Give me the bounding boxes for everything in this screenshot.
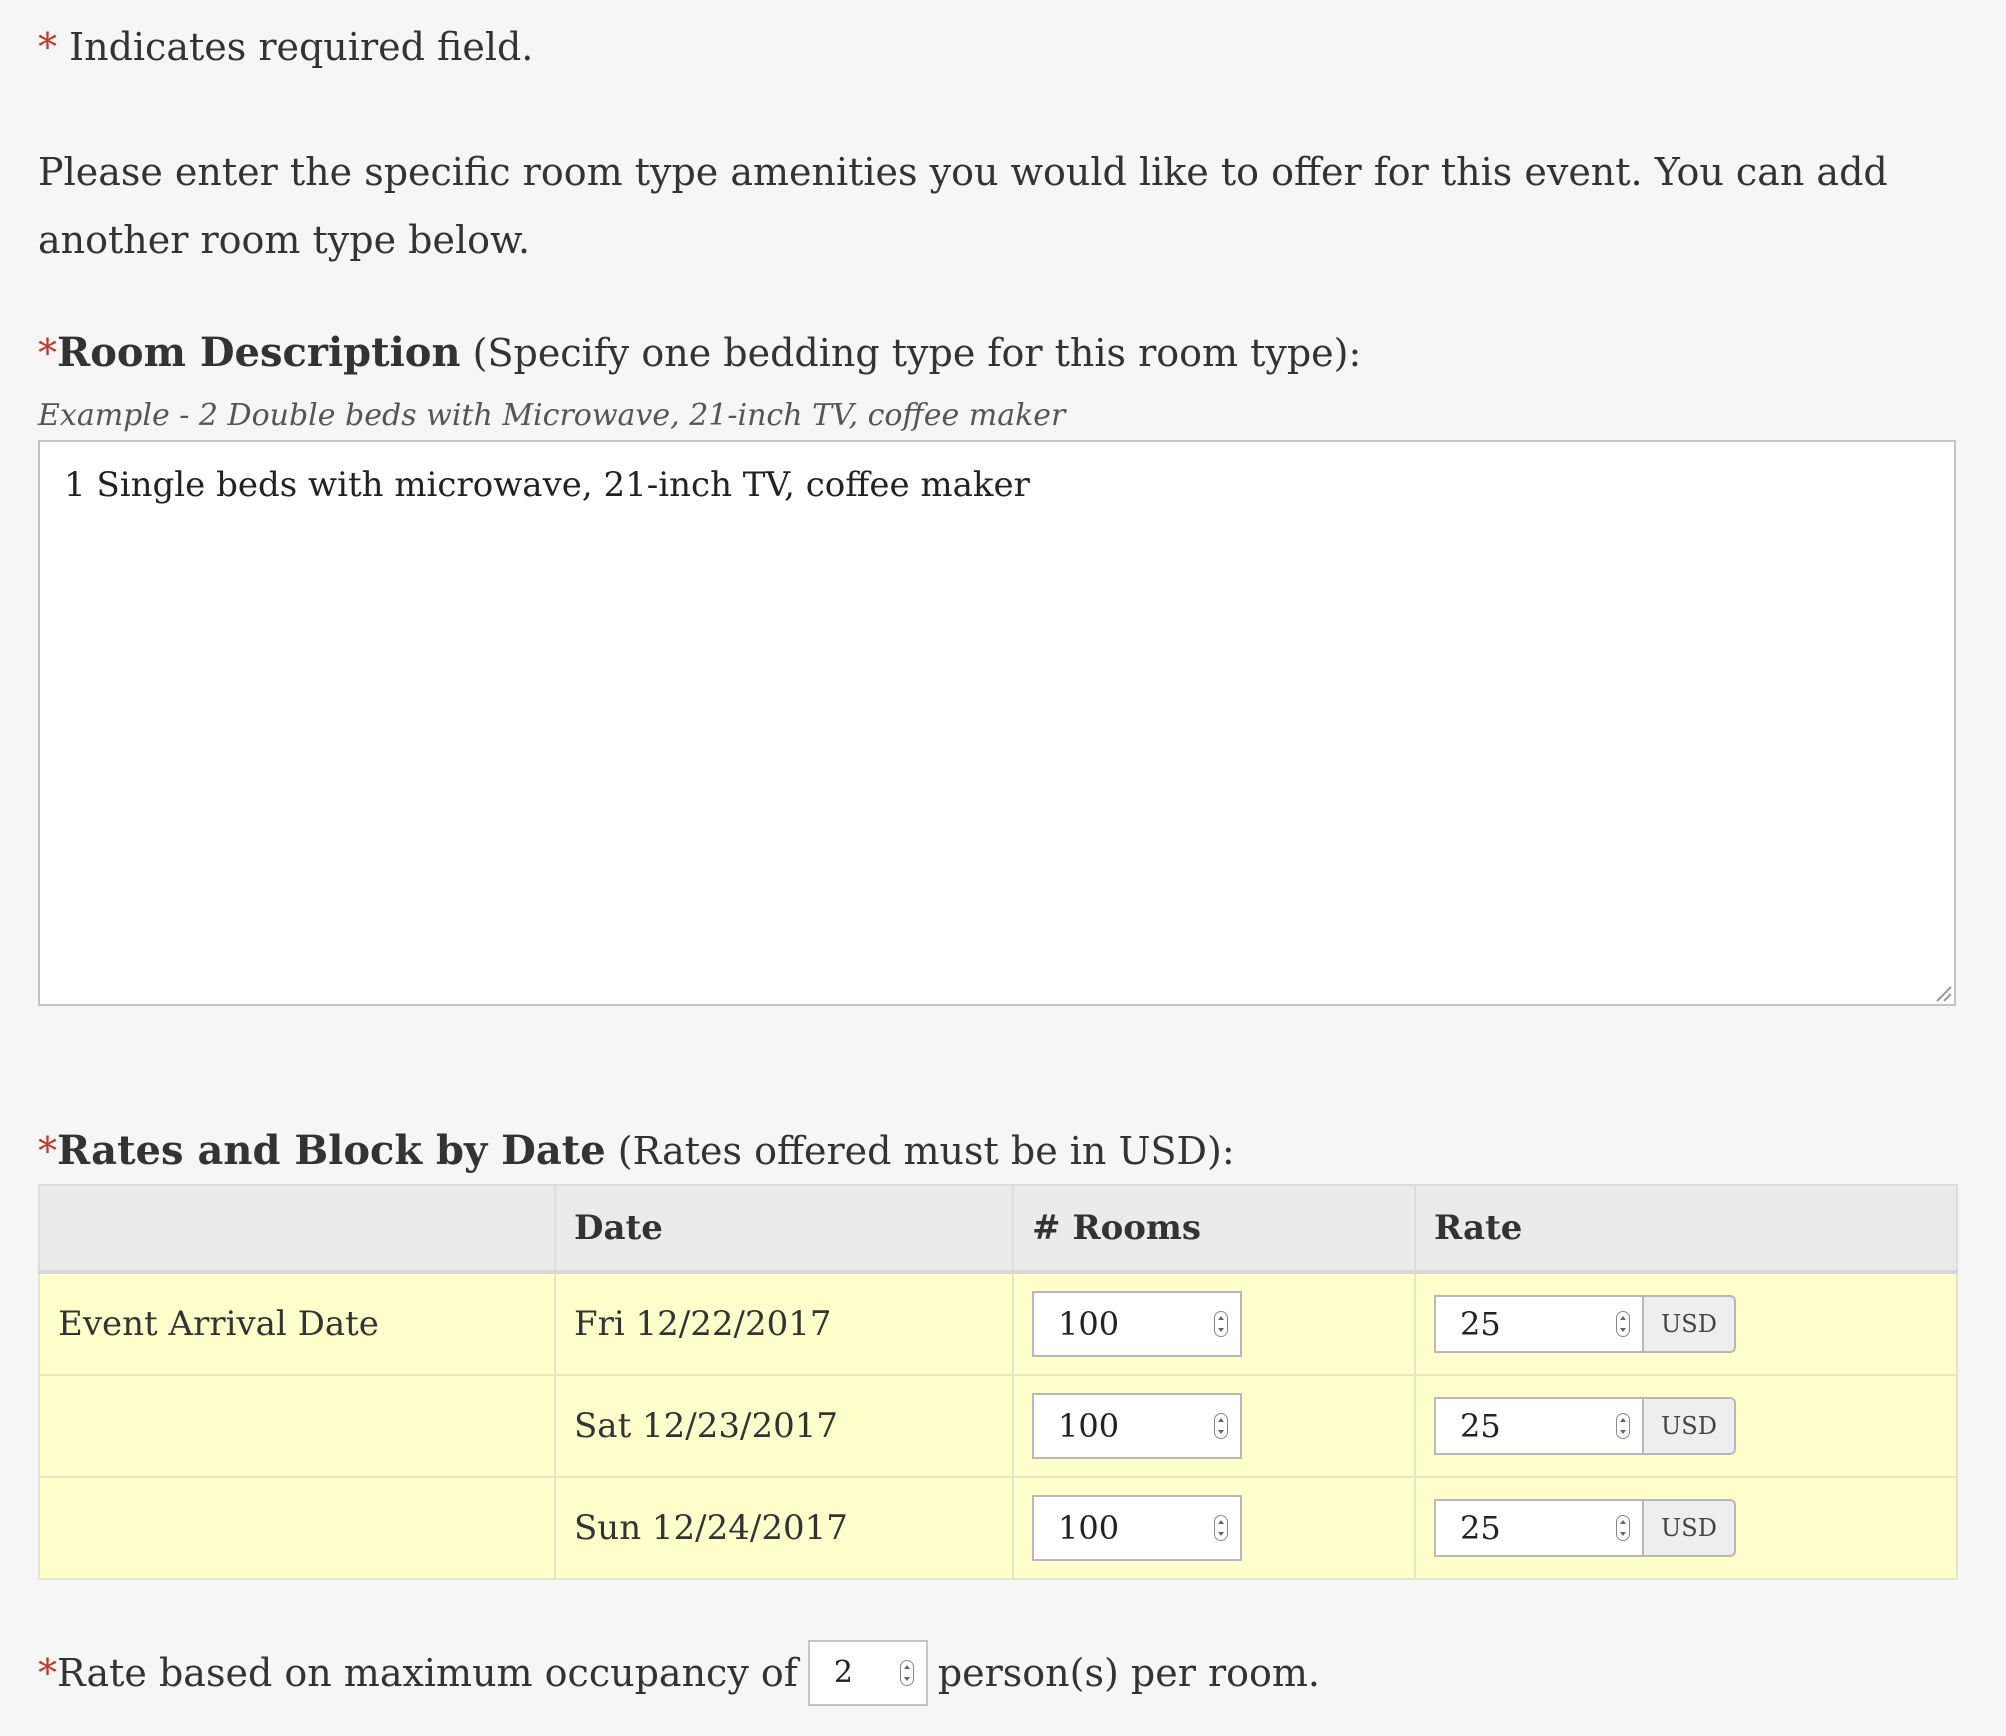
currency-addon: USD xyxy=(1644,1295,1736,1353)
room-description-textarea[interactable] xyxy=(38,440,1956,1006)
spinner-icon[interactable] xyxy=(1214,1515,1228,1541)
rate-input[interactable] xyxy=(1434,1295,1644,1353)
occupancy-suffix: person(s) per room. xyxy=(937,1651,1320,1695)
rate-input[interactable] xyxy=(1434,1499,1644,1557)
required-asterisk: * xyxy=(38,331,57,375)
rate-input-group xyxy=(1434,1397,1736,1455)
required-note-text: Indicates required field. xyxy=(69,25,534,69)
required-asterisk: * xyxy=(38,1651,57,1695)
rate-cell xyxy=(1415,1272,1957,1375)
header-date: Date xyxy=(555,1185,1013,1272)
table-row xyxy=(39,1375,1957,1477)
row-label xyxy=(39,1477,555,1579)
required-field-note xyxy=(38,22,533,72)
rate-value: 25 xyxy=(1460,1407,1501,1445)
row-date: Fri 12/22/2017 xyxy=(555,1272,1013,1375)
room-description-example: Example - 2 Double beds with Microwave, 21-inch TV, coffee maker xyxy=(38,398,1066,433)
spinner-icon[interactable] xyxy=(1214,1413,1228,1439)
spinner-icon[interactable] xyxy=(1616,1413,1630,1439)
rooms-cell xyxy=(1013,1375,1415,1477)
rate-cell xyxy=(1415,1375,1957,1477)
spinner-icon[interactable] xyxy=(900,1660,914,1686)
rate-value: 25 xyxy=(1460,1509,1501,1547)
rooms-input[interactable] xyxy=(1032,1495,1242,1561)
rates-label xyxy=(38,1126,1235,1176)
room-description-hint: (Specify one bedding type for this room type): xyxy=(472,331,1362,375)
rates-title: Rates and Block by Date xyxy=(57,1127,606,1174)
occupancy-line xyxy=(38,1640,1320,1706)
required-asterisk: * xyxy=(38,25,57,69)
row-label: Event Arrival Date xyxy=(39,1272,555,1375)
rates-hint: (Rates offered must be in USD): xyxy=(617,1129,1235,1173)
occupancy-prefix: Rate based on maximum occupancy of xyxy=(57,1651,798,1695)
rates-table xyxy=(38,1184,1958,1580)
rooms-value: 100 xyxy=(1058,1407,1120,1445)
resize-grip-icon[interactable] xyxy=(1932,982,1952,1002)
room-description-title: Room Description xyxy=(57,329,461,376)
rate-input[interactable] xyxy=(1434,1397,1644,1455)
room-description-value: 1 Single beds with microwave, 21-inch TV, coffee maker xyxy=(64,465,1030,505)
table-row xyxy=(39,1477,1957,1579)
rooms-input[interactable] xyxy=(1032,1291,1242,1357)
rates-table-header xyxy=(39,1185,1957,1272)
rate-input-group xyxy=(1434,1295,1736,1353)
row-date: Sun 12/24/2017 xyxy=(555,1477,1013,1579)
intro-text: Please enter the specific room type amenities you would like to offer for this event. You can add another room type below. xyxy=(38,150,1888,262)
spinner-icon[interactable] xyxy=(1214,1311,1228,1337)
spinner-icon[interactable] xyxy=(1616,1515,1630,1541)
required-asterisk: * xyxy=(38,1129,57,1173)
currency-addon: USD xyxy=(1644,1397,1736,1455)
rooms-value: 100 xyxy=(1058,1509,1120,1547)
header-rate: Rate xyxy=(1415,1185,1957,1272)
row-label xyxy=(39,1375,555,1477)
rooms-input[interactable] xyxy=(1032,1393,1242,1459)
spinner-icon[interactable] xyxy=(1616,1311,1630,1337)
rooms-value: 100 xyxy=(1058,1305,1120,1343)
occupancy-value: 2 xyxy=(833,1655,853,1690)
header-label xyxy=(39,1185,555,1272)
rooms-cell xyxy=(1013,1477,1415,1579)
table-row xyxy=(39,1272,1957,1375)
rate-cell xyxy=(1415,1477,1957,1579)
occupancy-input[interactable] xyxy=(808,1640,928,1706)
currency-addon: USD xyxy=(1644,1499,1736,1557)
row-date: Sat 12/23/2017 xyxy=(555,1375,1013,1477)
room-description-label xyxy=(38,328,1361,378)
rate-value: 25 xyxy=(1460,1305,1501,1343)
rooms-cell xyxy=(1013,1272,1415,1375)
rate-input-group xyxy=(1434,1499,1736,1557)
header-rooms: # Rooms xyxy=(1013,1185,1415,1272)
